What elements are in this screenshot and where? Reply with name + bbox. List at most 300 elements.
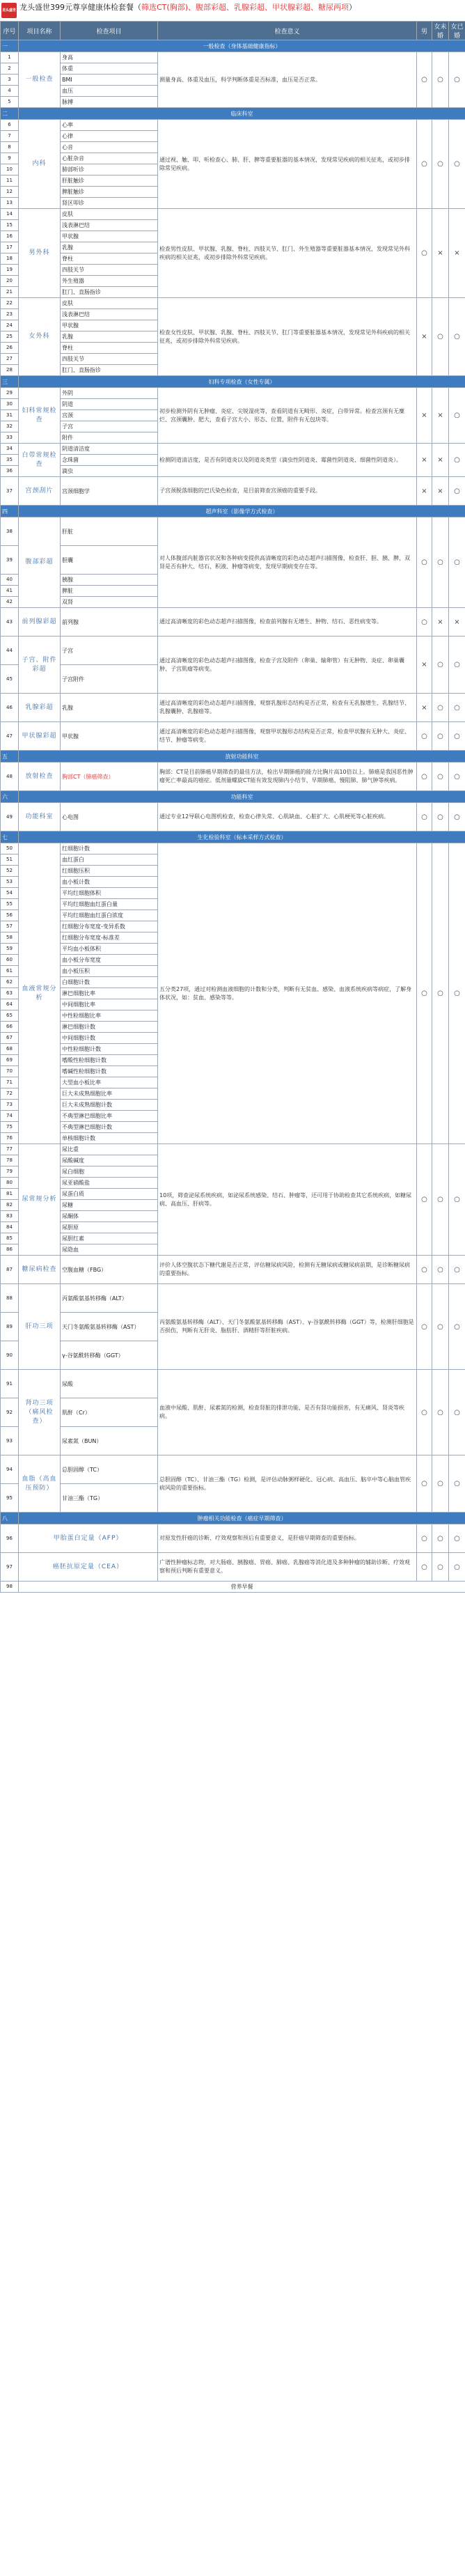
female-unmarried-mark: × [432,388,449,444]
item-name: 甲状腺 [61,722,158,751]
row-number: 93 [1,1427,19,1455]
row-number: 87 [1,1256,19,1284]
male-mark: ○ [417,722,432,751]
row-number: 15 [1,220,19,231]
project-name: 女外科 [19,298,61,376]
male-mark: ○ [417,1455,432,1513]
row-number: 39 [1,546,19,575]
table-row [1,209,465,220]
row-number: 9 [1,153,19,164]
row-number: 51 [1,854,19,866]
item-name: 嗜碱性粒细胞计数 [61,1066,158,1077]
project-name: 功能科室 [19,803,61,832]
table-body [1,40,465,1593]
section-number: 二 [1,108,19,120]
female-married-mark: ○ [449,763,465,791]
row-number: 38 [1,517,19,546]
item-name: 中间细胞比率 [61,999,158,1010]
item-name: 淋巴细胞比率 [61,988,158,999]
row-number: 88 [1,1284,19,1313]
item-name: 子宫 [61,637,158,665]
item-name: 甲状腺 [61,231,158,242]
item-name: 平均红细胞体积 [61,888,158,899]
item-name: 血压 [61,86,158,97]
female-married-mark: ○ [449,517,465,608]
col-item: 检查项目 [61,22,158,40]
item-meaning: 总胆固醇（TC）、甘油三酯（TG）检测，是评估动脉粥样硬化、冠心病、高血压、脑卒中等心脑血管疾病风险的重要指标。 [158,1455,417,1513]
row-number: 58 [1,932,19,944]
item-name: 心音 [61,142,158,153]
project-name: 乳腺彩超 [19,694,61,722]
item-name: 尿素氮（BUN） [61,1427,158,1455]
item-meaning: 对人体腹部内脏器官状况和各种病变提供高清晰度的彩色动态超声扫描图像，检查肝、胆、胰、脾、双肾是否有肿大、结石、积液、肿瘤等病变，发现早期病变存在等。 [158,517,417,608]
row-number: 10 [1,164,19,175]
female-unmarried-mark: ○ [432,298,449,376]
item-name: 巨大未成熟细胞比率 [61,1088,158,1100]
female-married-mark: ○ [449,1455,465,1513]
item-meaning: 通过专业12导联心电图机检查，检查心律失常、心肌缺血、心脏扩大、心肌梗死等心脏疾病。 [158,803,417,832]
item-name: 尿糖 [61,1200,158,1211]
female-unmarried-mark: ○ [432,1370,449,1455]
item-name: 总胆固醇（TC） [61,1455,158,1484]
male-mark: ○ [417,1553,432,1582]
table-row [1,722,465,751]
table-row [1,1370,465,1398]
row-number: 19 [1,265,19,276]
item-name: 巨大未成熟细胞计数 [61,1100,158,1111]
item-name: 附件 [61,432,158,444]
section-number: 七 [1,832,19,843]
section-header-row [1,108,465,120]
row-number: 27 [1,354,19,365]
male-mark: ○ [417,608,432,637]
section-title: 超声科室（影像学方式检查） [19,506,465,517]
item-name: 肌酐（Cr） [61,1398,158,1427]
item-name: 甲状腺 [61,320,158,331]
title-highlight: 筛选CT(胸部)、腹部彩超、乳腺彩超、甲状腺彩超、糖尿两项 [141,3,349,12]
male-mark: × [417,477,432,506]
row-number: 21 [1,287,19,298]
item-name: 单核细胞计数 [61,1133,158,1144]
row-number: 44 [1,637,19,665]
row-number: 18 [1,253,19,265]
item-name: 肛门、直肠指诊 [61,365,158,376]
col-female-married: 女已婚 [449,22,465,40]
item-name: 中性粒细胞比率 [61,1010,158,1022]
row-number: 32 [1,421,19,432]
male-mark: × [417,298,432,376]
row-number: 62 [1,977,19,988]
female-unmarried-mark: × [432,477,449,506]
row-number: 42 [1,597,19,608]
male-mark: ○ [417,52,432,108]
item-name: 红细胞分布宽度-变异系数 [61,921,158,932]
row-number: 23 [1,309,19,320]
table-header-row [1,22,465,40]
row-number: 74 [1,1111,19,1122]
female-unmarried-mark: ○ [432,803,449,832]
row-number: 24 [1,320,19,331]
table-row [1,1256,465,1284]
male-mark: ○ [417,120,432,209]
item-meaning: 子宫颈脱落细胞的巴氏染色检查，是目前筛查宫颈癌的重要手段。 [158,477,417,506]
female-unmarried-mark: ○ [432,1284,449,1370]
row-number: 7 [1,131,19,142]
row-number: 29 [1,388,19,399]
item-name: 脾脏触诊 [61,187,158,198]
row-number: 48 [1,763,19,791]
table-row [1,694,465,722]
row-number: 85 [1,1233,19,1244]
female-unmarried-mark: ○ [432,1455,449,1513]
section-header-row [1,376,465,388]
item-name: 不典型淋巴细胞比率 [61,1111,158,1122]
item-name: 胸部CT（肺癌筛查） [61,763,158,791]
row-number: 47 [1,722,19,751]
female-married-mark: ○ [449,1256,465,1284]
item-name: BMI [61,75,158,86]
row-number: 96 [1,1524,19,1553]
section-header-row [1,751,465,763]
table-row [1,120,465,131]
project-name: 男外科 [19,209,61,298]
female-unmarried-mark: × [432,444,449,477]
male-mark: ○ [417,1370,432,1455]
item-name: 肾区叩诊 [61,198,158,209]
row-number: 72 [1,1088,19,1100]
row-number: 11 [1,175,19,187]
item-name: 丙氨酸氨基转移酶（ALT） [61,1284,158,1313]
item-name: 体重 [61,63,158,75]
item-name: γ-谷氨酰转移酶（GGT） [61,1341,158,1370]
male-mark: ○ [417,763,432,791]
row-number: 25 [1,331,19,343]
item-name: 空腹血糖（FBG） [61,1256,158,1284]
table-row [1,763,465,791]
row-number: 57 [1,921,19,932]
item-name: 胆囊 [61,546,158,575]
row-number: 17 [1,242,19,253]
item-name: 血小板分布宽度 [61,955,158,966]
row-number: 14 [1,209,19,220]
item-name: 不典型淋巴细胞计数 [61,1122,158,1133]
male-mark: × [417,444,432,477]
section-title: 一般检查（身体基础健康指标） [19,40,465,52]
item-name: 宫颈细胞学 [61,477,158,506]
section-header-row [1,791,465,803]
project-name: 前列腺彩超 [19,608,61,637]
row-number: 20 [1,276,19,287]
item-name: 平均血小板体积 [61,944,158,955]
female-married-mark: ○ [449,52,465,108]
item-name: 肝脏触诊 [61,175,158,187]
table-row [1,803,465,832]
item-meaning: 初步检测外阴有无肿瘤、炎症、尖锐湿疣等，查看阴道有无畸形、炎症，白带异常。检查宫颈有无糜烂、宫颈囊肿、肥大，查看子宫大小、形态、位置，附件有无包块等。 [158,388,417,444]
row-number: 75 [1,1122,19,1133]
row-number: 73 [1,1100,19,1111]
row-number: 3 [1,75,19,86]
table-row [1,477,465,506]
item-name: 红细胞计数 [61,843,158,854]
section-number: 八 [1,1513,19,1524]
female-married-mark: ○ [449,1284,465,1370]
section-title: 妇科专项检查（女性专属） [19,376,465,388]
row-number: 81 [1,1189,19,1200]
item-name: 皮肤 [61,209,158,220]
female-married-mark: ○ [449,803,465,832]
row-number: 46 [1,694,19,722]
item-name: 中性粒细胞计数 [61,1044,158,1055]
item-meaning: 对原发性肝癌的诊断、疗效观察和预后有重要意义，是肝癌早期筛查的重要指标。 [158,1524,417,1553]
section-title: 放射功能科室 [19,751,465,763]
row-number: 78 [1,1155,19,1166]
project-name: 放射检查 [19,763,61,791]
female-married-mark: ○ [449,444,465,477]
female-married-mark: ○ [449,1144,465,1256]
item-name: 尿隐血 [61,1244,158,1256]
section-header-row [1,1513,465,1524]
item-name: 皮肤 [61,298,158,309]
table-row [1,1455,465,1484]
row-number: 56 [1,910,19,921]
section-title: 生化检验科室（标本采样方式检查） [19,832,465,843]
item-meaning: 广谱性肿瘤标志物，对大肠癌、胰腺癌、胃癌、肺癌、乳腺癌等消化道及多种肿瘤的辅助诊断、疗效观察和预后判断有重要意义。 [158,1553,417,1582]
item-name: 心电图 [61,803,158,832]
female-unmarried-mark: ○ [432,517,449,608]
row-number: 61 [1,966,19,977]
table-row [1,1553,465,1582]
male-mark: ○ [417,803,432,832]
project-name: 尿常规分析 [19,1144,61,1256]
row-number: 95 [1,1484,19,1513]
male-mark: ○ [417,843,432,1144]
project-name: 子宫、附件彩超 [19,637,61,694]
row-number: 80 [1,1178,19,1189]
table-row [1,1524,465,1553]
item-meaning: 通过视、触、叩、听检查心、肺、肝、脾等重要脏器的基本情况，发现常见疾病的相关征兆，或初步排除常见疾病。 [158,120,417,209]
row-number: 79 [1,1166,19,1178]
row-number: 92 [1,1398,19,1427]
item-name: 脊柱 [61,343,158,354]
item-meaning: 五分类27项，通过对检测血液细胞的计数和分类，判断有无贫血、感染、血液系统疾病等病症，了解身体状况，如：贫血、感染等等。 [158,843,417,1144]
female-unmarried-mark: ○ [432,120,449,209]
table-row [1,444,465,455]
item-name: 念珠菌 [61,455,158,466]
item-name: 阴道清洁度 [61,444,158,455]
female-married-mark: × [449,608,465,637]
item-name: 子宫附件 [61,665,158,694]
row-number: 86 [1,1244,19,1256]
section-header-row [1,832,465,843]
project-name: 妇科常规检查 [19,388,61,444]
row-number: 84 [1,1222,19,1233]
brand-logo: 龙头盛世 [1,3,17,18]
item-name: 甘油三酯（TG） [61,1484,158,1513]
row-number: 41 [1,586,19,597]
row-number: 54 [1,888,19,899]
male-mark: × [417,388,432,444]
project-name: 癌胚抗原定量（CEA） [19,1553,158,1582]
row-number: 45 [1,665,19,694]
male-mark: ○ [417,209,432,298]
item-name: 身高 [61,52,158,63]
item-name: 尿比重 [61,1144,158,1155]
row-number: 52 [1,866,19,877]
female-unmarried-mark: ○ [432,1553,449,1582]
row-number: 83 [1,1211,19,1222]
item-name: 尿蛋白质 [61,1189,158,1200]
section-title: 肿瘤相关功能检查（癌症早期筛查） [19,1513,465,1524]
item-name: 脉搏 [61,97,158,108]
item-name: 血红蛋白 [61,854,158,866]
item-name: 肺部听诊 [61,164,158,175]
section-title: 功能科室 [19,791,465,803]
item-meaning: 丙氨酸氨基转移酶（ALT）、天门冬氨酸氨基转移酶（AST）、γ-谷氨酰转移酶（GGT）等，检测肝细胞是否损伤，判断有无肝炎、脂肪肝、酒精肝等肝脏疾病。 [158,1284,417,1370]
item-name: 乳腺 [61,242,158,253]
page-header [0,0,465,21]
row-number: 65 [1,1010,19,1022]
row-number: 98 [1,1582,19,1593]
female-married-mark: ○ [449,722,465,751]
row-number: 2 [1,63,19,75]
project-name: 血液常规分析 [19,843,61,1144]
row-number: 68 [1,1044,19,1055]
item-name: 尿胆原 [61,1222,158,1233]
row-number: 82 [1,1200,19,1211]
item-name: 尿酸碱度 [61,1155,158,1166]
row-number: 4 [1,86,19,97]
item-meaning: 通过高清晰度的彩色动态超声扫描图像，观察乳腺形态结构是否正常，检查有无乳腺增生、乳腺结节、乳腺囊肿、乳腺癌等。 [158,694,417,722]
project-name: 甲状腺彩超 [19,722,61,751]
item-name: 平均红细胞血红蛋白浓度 [61,910,158,921]
female-married-mark: ○ [449,120,465,209]
table-row [1,637,465,665]
row-number: 69 [1,1055,19,1066]
row-number: 43 [1,608,19,637]
section-number: 一 [1,40,19,52]
item-meaning: 测量身高、体重及血压，科学判断体重是否标准，血压是否正常。 [158,52,417,108]
item-name: 乳腺 [61,694,158,722]
item-name: 双肾 [61,597,158,608]
row-number: 71 [1,1077,19,1088]
item-name: 尿酮体 [61,1211,158,1222]
item-name: 尿亚硝酸盐 [61,1178,158,1189]
row-number: 76 [1,1133,19,1144]
item-name: 脊柱 [61,253,158,265]
male-mark: ○ [417,1284,432,1370]
item-name: 嗜酸性粒细胞计数 [61,1055,158,1066]
item-name: 心率 [61,120,158,131]
female-unmarried-mark: ○ [432,1256,449,1284]
table-row [1,843,465,854]
row-number: 67 [1,1033,19,1044]
row-number: 13 [1,198,19,209]
col-female-unmarried: 女未婚 [432,22,449,40]
row-number: 50 [1,843,19,854]
row-number: 94 [1,1455,19,1484]
item-name: 红细胞压积 [61,866,158,877]
female-married-mark: ○ [449,388,465,444]
row-number: 28 [1,365,19,376]
project-name: 肝功三项 [19,1284,61,1370]
item-name: 白细胞计数 [61,977,158,988]
checkup-table [0,21,465,1593]
col-male: 男 [417,22,432,40]
table-row [1,388,465,399]
item-meaning: 胸部：CT是目前肺癌早期筛查的最佳方法，检出早期肺癌的能力比胸片高10倍以上。肺癌是我国恶性肿瘤死亡率最高的癌症。低剂量螺旋CT能有效发现肺内小结节、早期肺癌、慢阻肺、肺气肿等疾病。 [158,763,417,791]
row-number: 35 [1,455,19,466]
item-name: 平均红细胞血红蛋白量 [61,899,158,910]
project-name: 一般检查 [19,52,61,108]
female-married-mark: × [449,209,465,298]
col-no: 序号 [1,22,19,40]
male-mark: × [417,637,432,694]
row-number: 12 [1,187,19,198]
item-name: 子宫 [61,421,158,432]
row-number: 66 [1,1022,19,1033]
section-number: 三 [1,376,19,388]
item-name: 淋巴细胞计数 [61,1022,158,1033]
item-name: 阴道 [61,399,158,410]
project-name: 内科 [19,120,61,209]
item-name: 红细胞分布宽度-标准差 [61,932,158,944]
male-mark: × [417,694,432,722]
table-row [1,608,465,637]
project-name: 宫颈刮片 [19,477,61,506]
female-unmarried-mark: ○ [432,694,449,722]
female-unmarried-mark: ○ [432,1144,449,1256]
row-number: 91 [1,1370,19,1398]
male-mark: ○ [417,1256,432,1284]
row-number: 31 [1,410,19,421]
row-number: 37 [1,477,19,506]
item-name: 滴虫 [61,466,158,477]
row-number: 89 [1,1313,19,1341]
item-name: 心脏杂音 [61,153,158,164]
row-number: 55 [1,899,19,910]
row-number: 63 [1,988,19,999]
item-name: 外阴 [61,388,158,399]
item-name: 前列腺 [61,608,158,637]
female-unmarried-mark: × [432,608,449,637]
project-name: 血脂（高血压预防） [19,1455,61,1513]
breakfast-cell: 营养早餐 [19,1582,465,1593]
item-meaning: 通过高清晰度的彩色动态超声扫描图像，观察甲状腺形态结构是否正常，检查甲状腺有无肿大、炎症、结节、肿瘤等病变。 [158,722,417,751]
row-number: 34 [1,444,19,455]
item-name: 肛门、直肠指诊 [61,287,158,298]
row-number: 60 [1,955,19,966]
item-name: 四肢关节 [61,265,158,276]
item-name: 乳腺 [61,331,158,343]
female-married-mark: ○ [449,637,465,694]
table-row [1,298,465,309]
row-number: 49 [1,803,19,832]
item-name: 浅表淋巴结 [61,309,158,320]
title-prefix: 龙头盛世399元尊享健康体检套餐（ [19,3,141,12]
female-married-mark: ○ [449,694,465,722]
table-row [1,517,465,546]
female-married-mark: ○ [449,477,465,506]
item-name: 血小板压积 [61,966,158,977]
section-header-row [1,40,465,52]
item-name: 浅表淋巴结 [61,220,158,231]
row-number: 6 [1,120,19,131]
section-title: 临床科室 [19,108,465,120]
female-married-mark: ○ [449,1370,465,1455]
item-meaning: 检测阴道清洁度，是否有阴道炎以及阴道炎类型（滴虫性阴道炎、霉菌性阴道炎、细菌性阴道炎）。 [158,444,417,477]
item-meaning: 10项，筛查泌尿系统疾病，如泌尿系统感染、结石、肿瘤等，还可用于协助检查其它系统疾病，如糖尿病、高血压、肝病等。 [158,1144,417,1256]
title-suffix: ） [348,3,356,12]
